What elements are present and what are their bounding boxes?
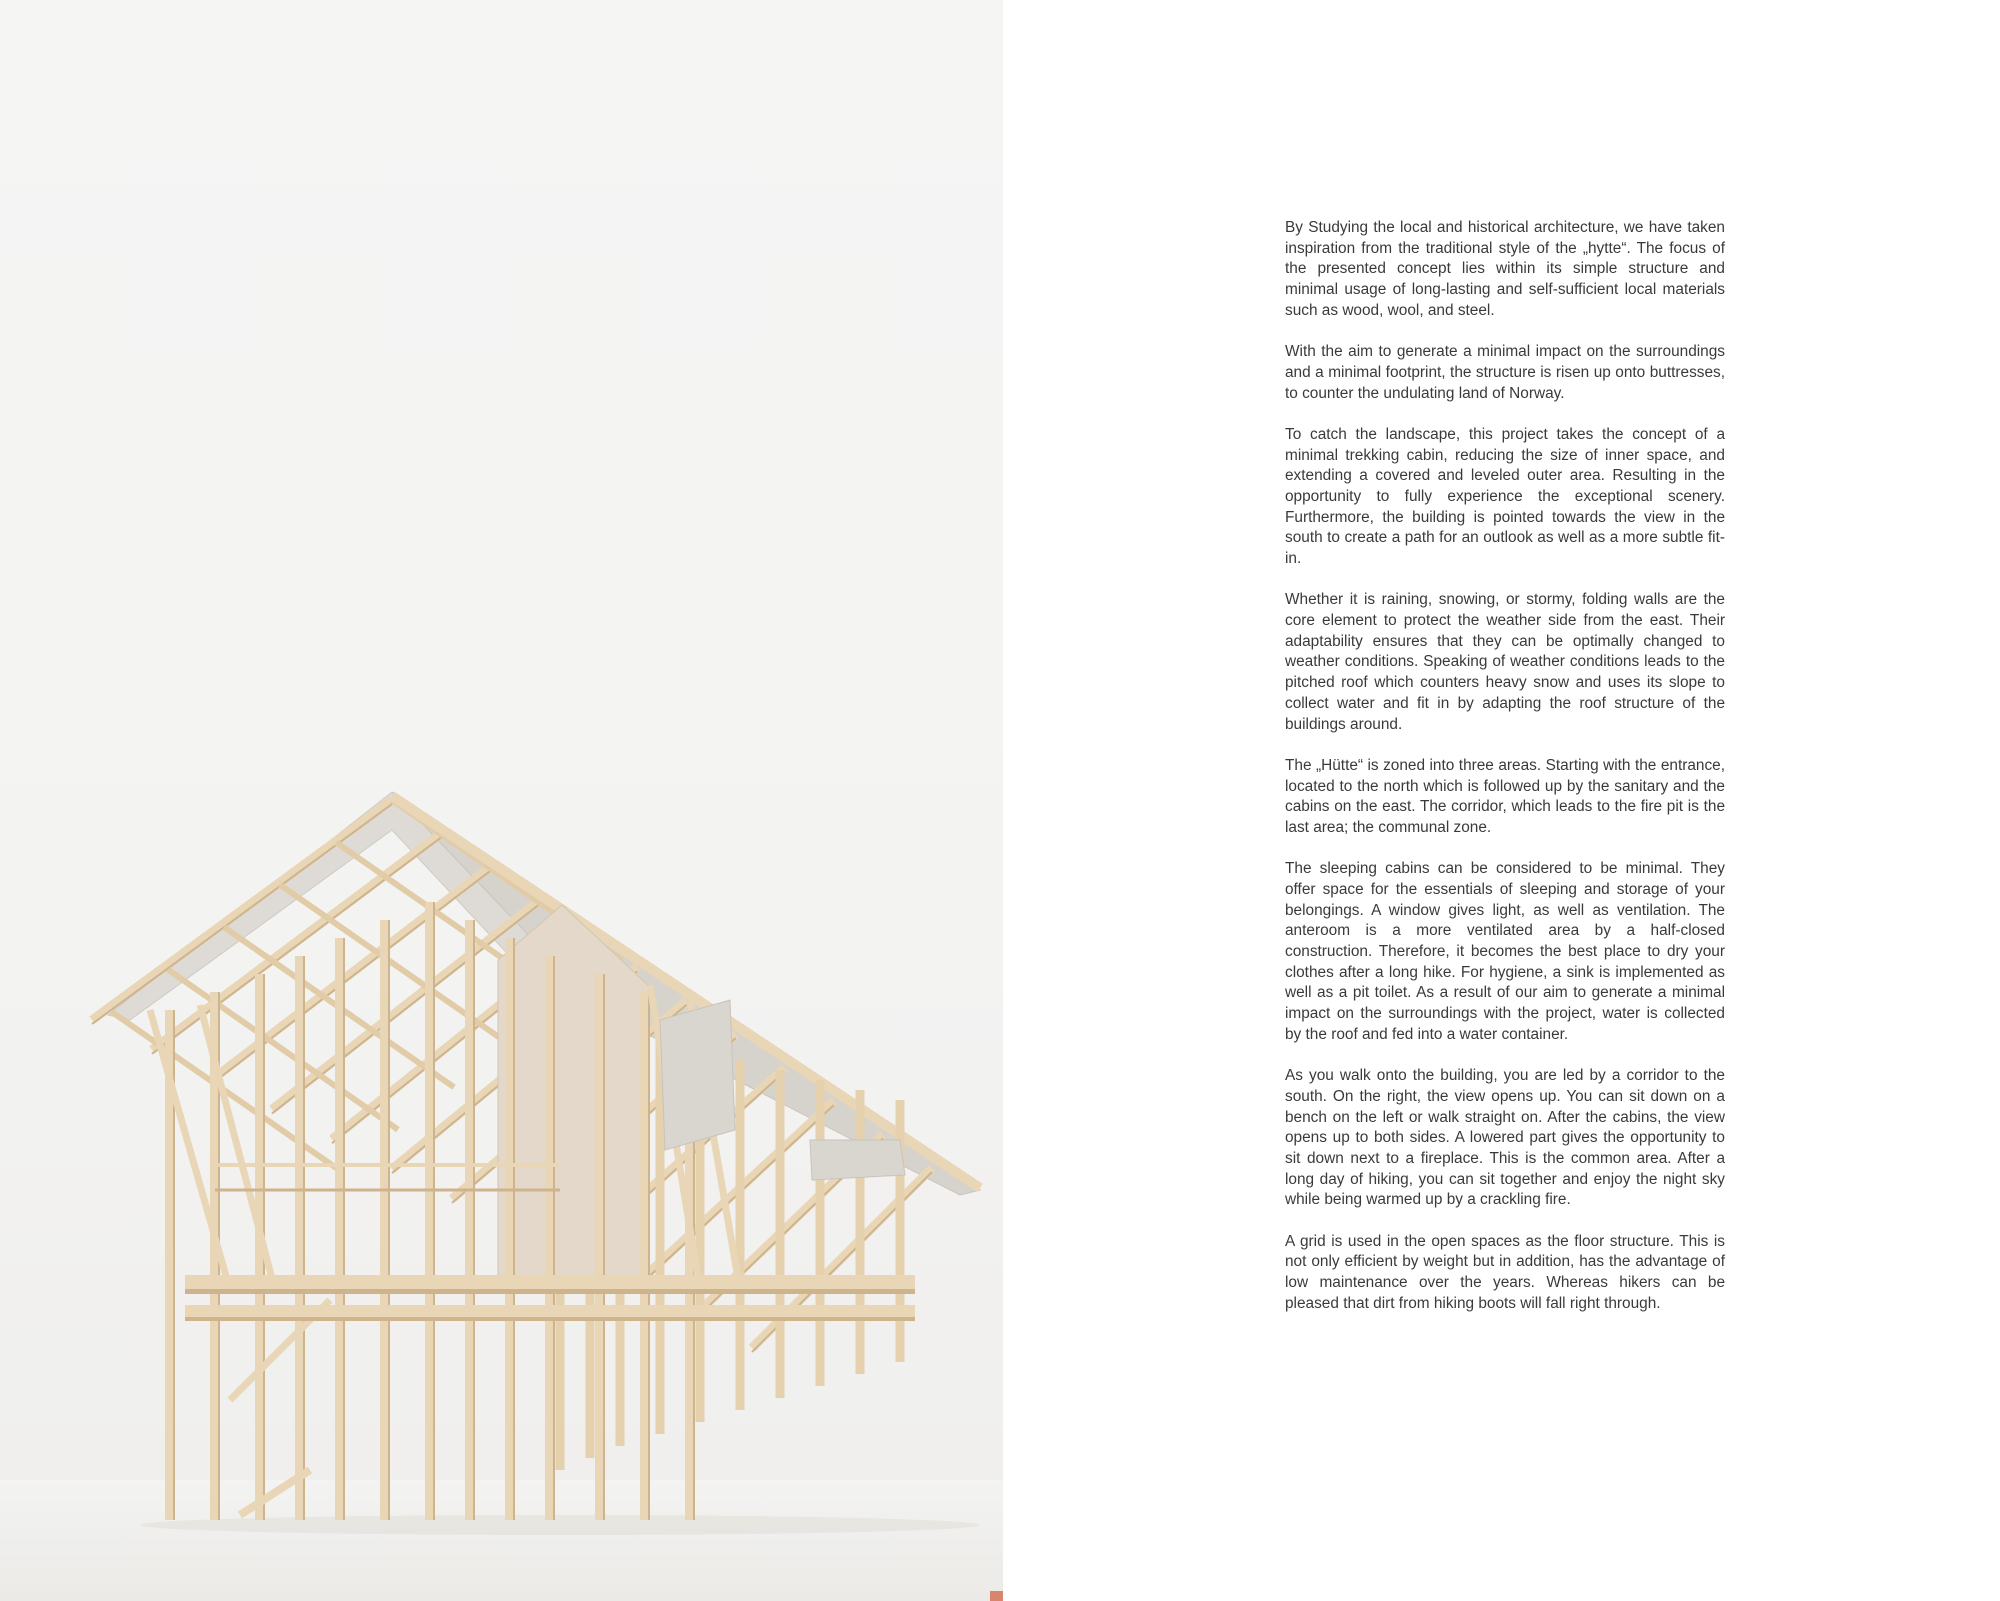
- paragraph-7: As you walk onto the building, you are led by a corridor to the south. On the right, the view opens up. You can sit down on a bench on the left or walk straight on. After the cabins, the view opens up to both sides. A lowered part gives the opportunity to sit down next to a fireplace. This is the common area. After a long day of hiking, you can sit together and enjoy the night sky while being warmed up by a crackling fire.: [1285, 1067, 1725, 1209]
- paragraph-8: A grid is used in the open spaces as the floor structure. This is not only efficient by weight but in addition, has the advantage of low maintenance over the years. Whereas hikers can be pleased that dirt from hiking boots will fall right through.: [1285, 1232, 1725, 1312]
- page-edge-strip: [990, 1591, 1003, 1601]
- paragraph-3: To catch the landscape, this project takes the concept of a minimal trekking cabin, reducing the size of inner space, and extending a covered and leveled outer area. Resulting in the opportunity to fully experience the exceptional scenery. Furthermore, the building is pointed towards the view in the south to create a path for an outlook as well as a more subtle fit-in.: [1285, 425, 1725, 568]
- paragraph-4: Whether it is raining, snowing, or stormy, folding walls are the core element to protect the weather side from the east. Their adaptability ensures that they can be optimally changed to weather conditions. Speaking of weather conditions leads to the pitched roof which counters heavy snow and uses its slope to collect water and fit in by adapting the roof structure of the buildings around.: [1285, 591, 1725, 733]
- paragraph-6: The sleeping cabins can be considered to be minimal. They offer space for the essentials of sleeping and storage of your belongings. A window gives light, as well as ventilation. The anteroom is a more ventilated area by a half-closed construction. Therefore, it becomes the best place to dry your clothes after a long hike. For hygiene, a sink is implemented as well as a pit toilet. As a result of our aim to generate a minimal impact on the surroundings with the project, water is collected by the roof and fed into a water container.: [1285, 860, 1725, 1043]
- paragraph-5: The „Hütte“ is zoned into three areas. Starting with the entrance, located to the north which is followed up by the sanitary and the cabins on the east. The corridor, which leads to the fire pit is the last area; the communal zone.: [1285, 756, 1725, 836]
- deck-beam: [185, 1305, 915, 1317]
- folding-wall-panel: [810, 1140, 905, 1180]
- deck-beam-shadow: [185, 1289, 915, 1294]
- deck-beam-shadow: [185, 1317, 915, 1321]
- folding-wall-panel: [660, 1000, 735, 1150]
- description-text: [1285, 218, 1725, 1335]
- paragraph-1: By Studying the local and historical architecture, we have taken inspiration from the traditional style of the „hytte“. The focus of the presented concept lies within its simple structure and minimal usage of long-lasting and self-sufficient local materials such as wood, wool, and steel.: [1285, 219, 1725, 319]
- purlin: [112, 1012, 342, 1172]
- paragraph-2: With the aim to generate a minimal impact on the surroundings and a minimal footprint, the structure is risen up onto buttresses, to counter the undulating land of Norway.: [1285, 343, 1725, 402]
- rafter-shadow: [92, 804, 392, 1024]
- deck-beam: [185, 1275, 915, 1289]
